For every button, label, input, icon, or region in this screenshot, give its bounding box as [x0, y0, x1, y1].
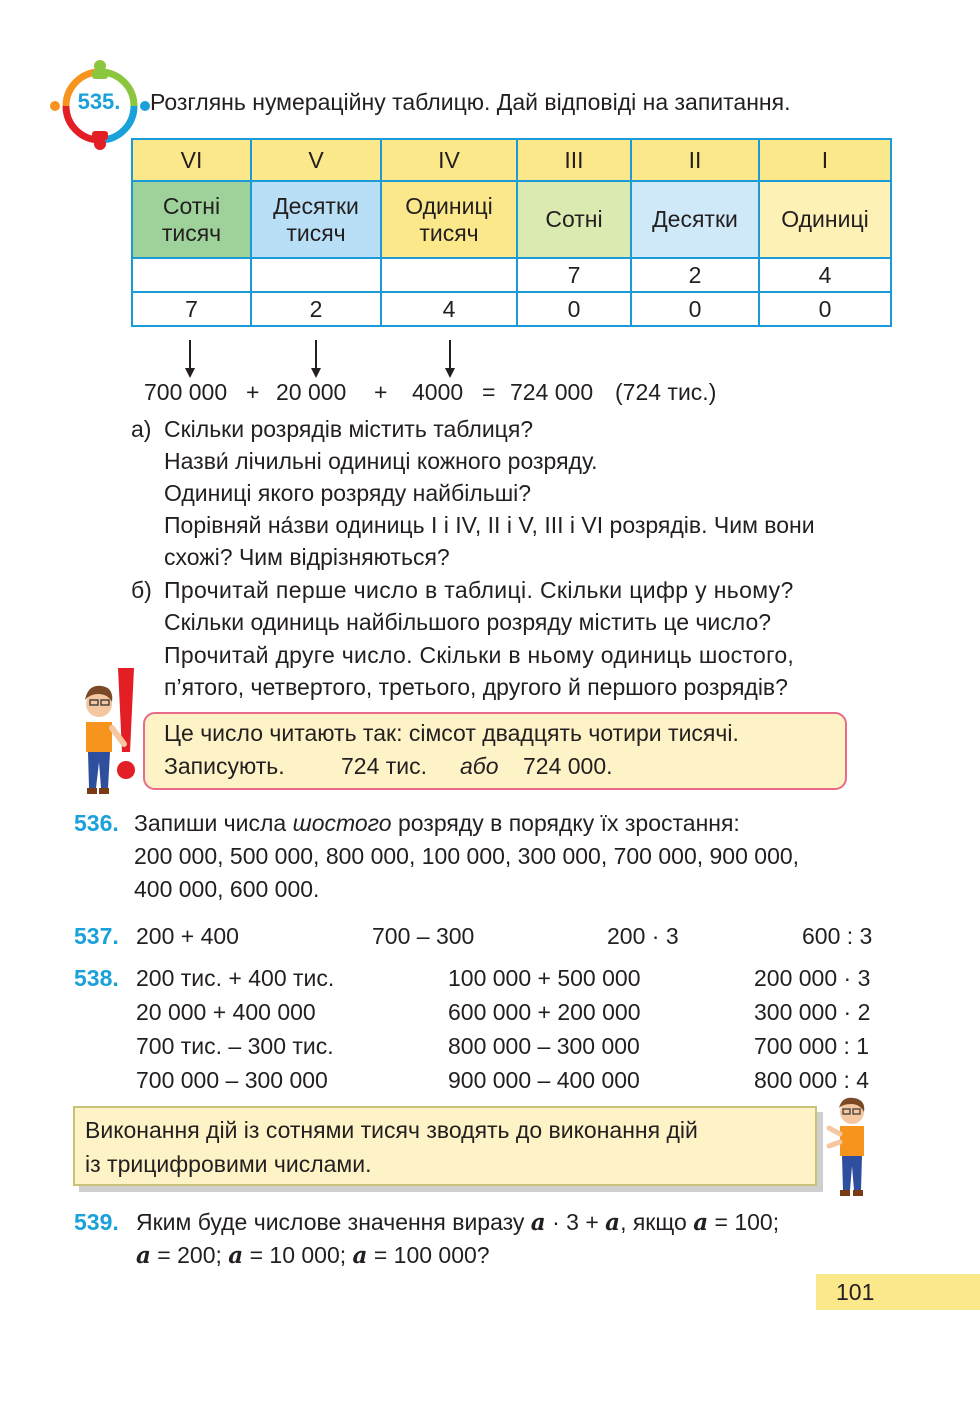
- digit-cell: 2: [251, 292, 381, 326]
- unit-name-cell: [251, 181, 381, 258]
- digit-cell: 0: [631, 292, 759, 326]
- question-line: Прочитай перше число в таблиці. Скільки цифр у ньому?: [164, 577, 794, 603]
- table-row: [132, 292, 891, 326]
- task-536-numbers: 200 000, 500 000, 800 000, 100 000, 300 000, 700 000, 900 000,: [134, 843, 800, 869]
- page-number-text: 101: [836, 1279, 875, 1305]
- variable-a: a: [693, 1209, 709, 1236]
- expression: 200 000 · 3: [754, 965, 871, 991]
- digit-cell: 2: [631, 258, 759, 292]
- task-536-text-part: розряду в порядку їх зростання:: [397, 810, 740, 836]
- task-535-title: Розглянь нумераційну таблицю. Дай відповіді на запитання.: [150, 89, 791, 115]
- table-row: [132, 258, 891, 292]
- expression: 600 000 + 200 000: [448, 999, 641, 1025]
- task-536-text: [134, 809, 740, 837]
- expression: 800 000 – 300 000: [448, 1033, 640, 1059]
- rank-roman: IV: [381, 139, 517, 181]
- rank-roman: V: [251, 139, 381, 181]
- expr-operator: +: [246, 379, 260, 405]
- task-539-line1: [136, 1208, 779, 1237]
- variable-a: a: [605, 1209, 621, 1236]
- down-arrow-icon: [185, 340, 195, 378]
- digit-cell: [132, 258, 251, 292]
- numeration-table: [131, 138, 892, 327]
- unit-name-line: Сотні: [162, 192, 221, 219]
- expr-note: (724 тис.): [615, 379, 717, 405]
- unit-name-line: Сотні: [545, 206, 603, 232]
- task-539-line2: [136, 1241, 490, 1270]
- info-note-box: [143, 712, 847, 790]
- digit-cell: 0: [517, 292, 631, 326]
- task-539-text: = 100;: [714, 1209, 780, 1235]
- question-line: Одиниці якого розряду найбільші?: [164, 480, 532, 506]
- expression: 200 тис. + 400 тис.: [136, 965, 335, 991]
- expr-result: 724 000: [510, 379, 594, 405]
- unit-name-line: Одиниці: [405, 192, 493, 219]
- task-539-text: , якщо: [620, 1209, 687, 1235]
- digit-cell: 7: [517, 258, 631, 292]
- digit-cell: [381, 258, 517, 292]
- task-536-numbers: 400 000, 600 000.: [134, 876, 320, 902]
- boy-pointing-icon: [826, 1094, 872, 1198]
- question-line: схожі? Чим відрізняються?: [164, 544, 450, 570]
- task-number-badge: [50, 60, 150, 150]
- unit-name-cell: [759, 181, 891, 258]
- rule-box: [73, 1106, 817, 1186]
- task-536-text-part: Запиши числа: [134, 810, 287, 836]
- unit-name-line: Одиниці: [781, 206, 869, 232]
- task-536-number: 536.: [74, 810, 119, 836]
- task-539-text: = 200;: [157, 1242, 222, 1268]
- unit-name-line: Десятки: [652, 206, 738, 232]
- down-arrow-icon: [311, 340, 321, 378]
- digit-cell: [251, 258, 381, 292]
- info-line: Це число читають так: сімсот двадцять чотири тисячі.: [164, 720, 739, 746]
- boy-exclamation-icon: [80, 666, 142, 802]
- unit-name-cell: [631, 181, 759, 258]
- rule-line: із трицифровими числами.: [85, 1151, 372, 1177]
- variable-a: a: [136, 1242, 151, 1269]
- task-539-text: · 3 +: [552, 1209, 599, 1235]
- task-538-number: 538.: [74, 965, 119, 991]
- table-row-roman: [132, 139, 891, 181]
- expression: 700 000 : 1: [754, 1033, 870, 1059]
- unit-name-cell: [132, 181, 251, 258]
- digit-cell: 0: [759, 292, 891, 326]
- unit-name-line: тисяч: [419, 219, 479, 246]
- question-line: Прочитай друге число. Скільки в ньому одиниць шостого,: [164, 642, 795, 668]
- expression: 900 000 – 400 000: [448, 1067, 640, 1093]
- variable-a: a: [530, 1209, 546, 1236]
- down-arrow-icon: [445, 340, 455, 378]
- unit-name-line: Десятки: [273, 192, 359, 219]
- rank-roman: VI: [132, 139, 251, 181]
- rank-roman: II: [631, 139, 759, 181]
- digit-cell: 4: [759, 258, 891, 292]
- task-539-text: = 100 000?: [373, 1242, 490, 1268]
- part-b-marker: б): [131, 577, 152, 603]
- expression: 200 · 3: [607, 923, 679, 949]
- task-539-text: Яким буде числове значення виразу: [136, 1209, 525, 1235]
- expression: 800 000 : 4: [754, 1067, 870, 1093]
- task-537-number: 537.: [74, 923, 119, 949]
- expr-term: 4000: [412, 379, 464, 405]
- expression: 700 – 300: [372, 923, 475, 949]
- unit-name-line: тисяч: [286, 219, 346, 246]
- expression: 700 тис. – 300 тис.: [136, 1033, 334, 1059]
- rule-line: Виконання дій із сотнями тисяч зводять до виконання дій: [85, 1117, 698, 1143]
- task-536-emphasis: шостого: [292, 810, 392, 836]
- info-value: 724 тис.: [341, 753, 428, 779]
- info-line: Записують.: [164, 753, 285, 779]
- digit-cell: 7: [132, 292, 251, 326]
- question-line: п’ятого, четвертого, третього, другого й першого розрядів?: [164, 674, 788, 700]
- part-a-marker: а): [131, 416, 152, 442]
- expression: 600 : 3: [802, 923, 873, 949]
- question-line: Порівняй на́зви одиниць I і IV, II і V, III і VI розрядів. Чим вони: [164, 512, 815, 538]
- unit-name-cell: [381, 181, 517, 258]
- task-539-number: 539.: [74, 1209, 119, 1235]
- question-line: Назви́ лічильні одиниці кожного розряду.: [164, 448, 598, 474]
- rank-roman: III: [517, 139, 631, 181]
- question-line: Скільки розрядів містить таблиця?: [164, 416, 534, 442]
- expr-operator: +: [374, 379, 388, 405]
- info-or: або: [460, 753, 499, 779]
- task-535-number: 535.: [77, 89, 121, 114]
- expression: 20 000 + 400 000: [136, 999, 316, 1025]
- expression: 700 000 – 300 000: [136, 1067, 328, 1093]
- unit-name-line: тисяч: [161, 219, 222, 246]
- task-539-text: = 10 000;: [249, 1242, 347, 1268]
- expr-term: 700 000: [144, 379, 228, 405]
- rank-roman: I: [759, 139, 891, 181]
- table-row-units: [132, 181, 891, 258]
- expression: 100 000 + 500 000: [448, 965, 641, 991]
- variable-a: a: [352, 1242, 368, 1269]
- expr-operator: =: [482, 379, 496, 405]
- expression: 200 + 400: [136, 923, 239, 949]
- expr-term: 20 000: [276, 379, 347, 405]
- expression: 300 000 · 2: [754, 999, 871, 1025]
- question-line: Скільки одиниць найбільшого розряду містить це число?: [164, 609, 772, 635]
- info-value: 724 000.: [523, 753, 613, 779]
- unit-name-cell: [517, 181, 631, 258]
- page-number: [816, 1274, 980, 1310]
- digit-cell: 4: [381, 292, 517, 326]
- variable-a: a: [228, 1242, 244, 1269]
